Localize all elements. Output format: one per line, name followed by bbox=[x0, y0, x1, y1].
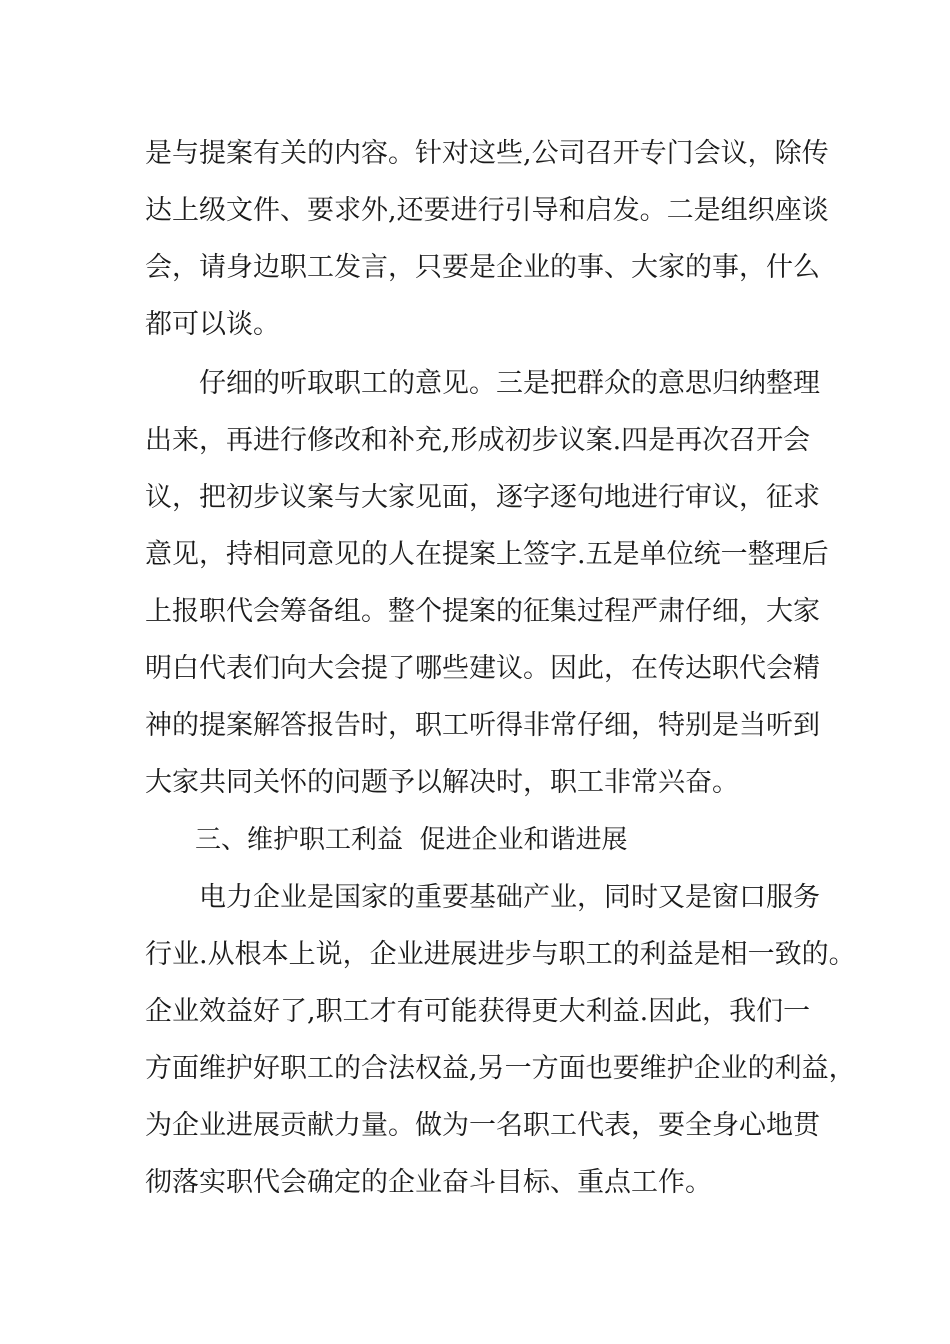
text-line: 是与提案有关的内容。针对这些,公司召开专门会议，除传 bbox=[145, 138, 829, 169]
text-line: 上报职代会筹备组。整个提案的征集过程严肃仔细，大家 bbox=[145, 596, 820, 627]
text-line: 都可以谈。 bbox=[145, 309, 280, 340]
text-line: 方面维护好职工的合法权益,另一方面也要维护企业的利益， bbox=[145, 1053, 856, 1084]
heading-line: 三、维护职工利益 促进企业和谐进展 bbox=[195, 825, 628, 855]
paragraph-2 bbox=[145, 355, 829, 811]
text-line: 会，请身边职工发言，只要是企业的事、大家的事，什么 bbox=[145, 252, 820, 283]
text-line: 行业.从根本上说，企业进展进步与职工的利益是相一致的。 bbox=[145, 939, 856, 970]
text-line: 意见，持相同意见的人在提案上签字.五是单位统一整理后 bbox=[145, 539, 829, 570]
paragraph-3 bbox=[145, 869, 856, 1211]
text-line: 大家共同关怀的问题予以解决时，职工非常兴奋。 bbox=[145, 767, 739, 798]
text-line: 神的提案解答报告时，职工听得非常仔细，特别是当听到 bbox=[145, 710, 820, 741]
text-line: 达上级文件、要求外,还要进行引导和启发。二是组织座谈 bbox=[145, 195, 829, 226]
text-line: 电力企业是国家的重要基础产业，同时又是窗口服务 bbox=[199, 882, 820, 913]
section-heading bbox=[145, 812, 825, 869]
text-line: 议，把初步议案与大家见面，逐字逐句地进行审议，征求 bbox=[145, 482, 820, 513]
paragraph-1 bbox=[145, 125, 829, 353]
text-line: 出来，再进行修改和补充,形成初步议案.四是再次召开会 bbox=[145, 425, 811, 456]
text-line: 为企业进展贡献力量。做为一名职工代表，要全身心地贯 bbox=[145, 1110, 820, 1141]
text-line: 仔细的听取职工的意见。三是把群众的意思归纳整理 bbox=[199, 368, 820, 399]
text-line: 明白代表们向大会提了哪些建议。因此，在传达职代会精 bbox=[145, 653, 820, 684]
text-line: 彻落实职代会确定的企业奋斗目标、重点工作。 bbox=[145, 1167, 712, 1198]
text-line: 企业效益好了,职工才有可能获得更大利益.因此，我们一 bbox=[145, 996, 811, 1027]
